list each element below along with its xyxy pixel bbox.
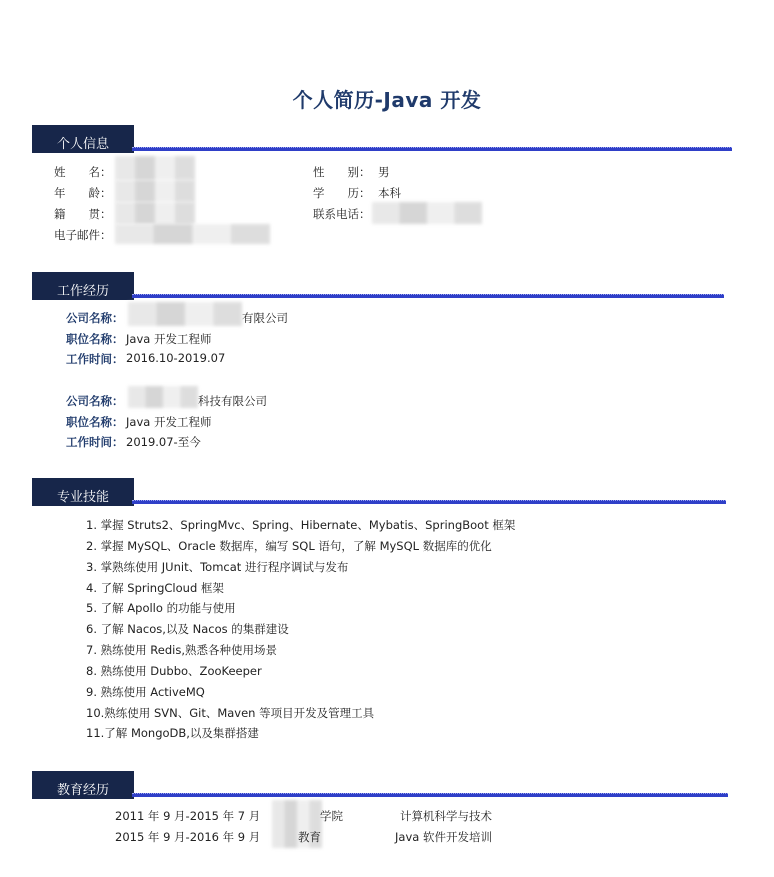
resume-title: 个人简历-Java 开发 xyxy=(292,88,482,112)
name-label: 姓 名： xyxy=(54,165,112,179)
degree-value: 本科 xyxy=(378,186,401,200)
gender-label: 性 别： xyxy=(313,165,371,179)
company-label: 公司名称： xyxy=(66,394,124,408)
age-redacted xyxy=(115,180,195,202)
section-title-personal: 个人信息 xyxy=(32,125,134,153)
skill-item: 4. 了解 SpringCloud 框架 xyxy=(86,581,224,595)
skill-item: 2. 掌握 MySQL、Oracle 数据库，编写 SQL 语句，了解 MySQL 数据库的优化 xyxy=(86,539,492,553)
education-major: 计算机科学与技术 xyxy=(400,809,492,823)
position-value: Java 开发工程师 xyxy=(126,415,212,429)
section-divider xyxy=(132,294,724,298)
section-header-skills xyxy=(32,478,732,506)
section-title-skills: 专业技能 xyxy=(32,478,134,506)
company-name-redacted xyxy=(128,302,242,326)
skill-item: 6. 了解 Nacos,以及 Nacos 的集群建设 xyxy=(86,622,289,636)
skill-item: 10.熟练使用 SVN、Git、Maven 等项目开发及管理工具 xyxy=(86,706,375,720)
education-period: 2015 年 9 月-2016 年 9 月 xyxy=(115,830,261,844)
skill-item: 9. 熟练使用 ActiveMQ xyxy=(86,685,205,699)
section-header-work xyxy=(32,272,732,300)
position-value: Java 开发工程师 xyxy=(126,332,212,346)
origin-label: 籍 贯： xyxy=(54,207,112,221)
email-label: 电子邮件： xyxy=(54,228,112,242)
section-divider xyxy=(132,147,732,151)
section-title-education: 教育经历 xyxy=(32,771,134,799)
company-suffix: 科技有限公司 xyxy=(198,394,267,408)
school-suffix: 教育 xyxy=(298,830,321,844)
education-period: 2011 年 9 月-2015 年 7 月 xyxy=(115,809,261,823)
section-divider xyxy=(132,793,728,797)
age-label: 年 龄： xyxy=(54,186,112,200)
section-header-personal xyxy=(32,125,732,153)
skill-item: 7. 熟练使用 Redis,熟悉各种使用场景 xyxy=(86,643,277,657)
email-redacted xyxy=(115,224,270,244)
skill-item: 3. 掌熟练使用 JUnit、Tomcat 进行程序调试与发布 xyxy=(86,560,349,574)
position-label: 职位名称： xyxy=(66,332,124,346)
period-value: 2019.07-至今 xyxy=(126,435,201,449)
school-suffix: 学院 xyxy=(320,809,343,823)
skill-item: 8. 熟练使用 Dubbo、ZooKeeper xyxy=(86,664,262,678)
section-header-education xyxy=(32,771,732,799)
company-label: 公司名称： xyxy=(66,311,124,325)
name-redacted xyxy=(115,156,195,180)
section-divider xyxy=(132,500,726,504)
phone-redacted xyxy=(372,202,482,224)
company-suffix: 有限公司 xyxy=(242,311,288,325)
phone-label: 联系电话： xyxy=(313,207,371,221)
period-value: 2016.10-2019.07 xyxy=(126,351,226,365)
company-name-redacted xyxy=(128,386,198,408)
degree-label: 学 历： xyxy=(313,186,371,200)
gender-value: 男 xyxy=(378,165,390,179)
position-label: 职位名称： xyxy=(66,415,124,429)
skill-item: 11.了解 MongoDB,以及集群搭建 xyxy=(86,726,259,740)
education-major: Java 软件开发培训 xyxy=(395,830,492,844)
skill-item: 5. 了解 Apollo 的功能与使用 xyxy=(86,601,236,615)
section-title-work: 工作经历 xyxy=(32,272,134,300)
origin-redacted xyxy=(115,202,195,224)
period-label: 工作时间： xyxy=(66,435,124,449)
skill-item: 1. 掌握 Struts2、SpringMvc、Spring、Hibernate、Mybatis、SpringBoot 框架 xyxy=(86,518,516,532)
period-label: 工作时间： xyxy=(66,352,124,366)
